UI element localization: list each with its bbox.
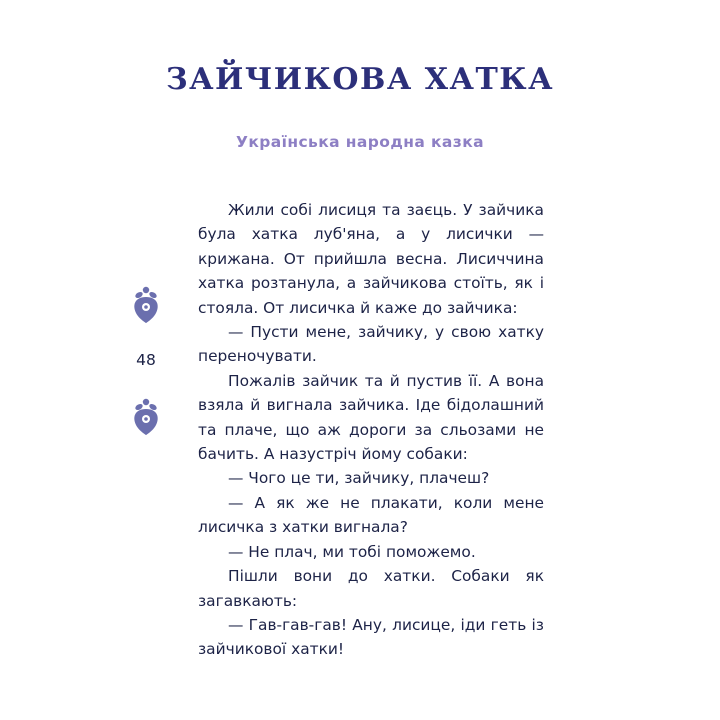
story-paragraph: — Не плач, ми тобі поможемо. [228, 542, 476, 561]
page-title: ЗАЙЧИКОВА ХАТКА [165, 62, 555, 97]
story-paragraph: Жили собі лисиця та заєць. У зайчика була хатка луб'яна, а у лисички — крижана. От прийшла весна. Лисиччина хатка розтанула, а зайчикова стоїть, як і стояла. От лисичка й каже до зайчика: [198, 201, 544, 317]
floral-ornament-icon [128, 283, 164, 327]
story-paragraph: — А як же не плакати, коли мене лисичка з хатки вигнала? [198, 493, 544, 537]
story-body [198, 198, 544, 662]
story-paragraph: Пожалів зайчик та й пустив її. А вона взяла й вигнала зайчика. Іде бідолашний та плаче, що аж дороги за сльозами не бачить. А назустріч йому собаки: [198, 371, 544, 464]
story-paragraph: Пішли вони до хатки. Собаки як загавкають: [198, 567, 544, 610]
story-paragraph: — Чого це ти, зайчику, плачеш? [228, 469, 490, 488]
page-number: 48 [136, 351, 156, 369]
floral-ornament-icon-secondary [128, 395, 164, 439]
story-paragraph: — Гав-гав-гав! Ану, лисице, іди геть із зайчикової хатки! [198, 615, 544, 659]
story-paragraph: — Пусти мене, зайчику, у свою хатку переночувати. [198, 323, 544, 366]
page-subtitle: Українська народна казка [236, 133, 484, 151]
